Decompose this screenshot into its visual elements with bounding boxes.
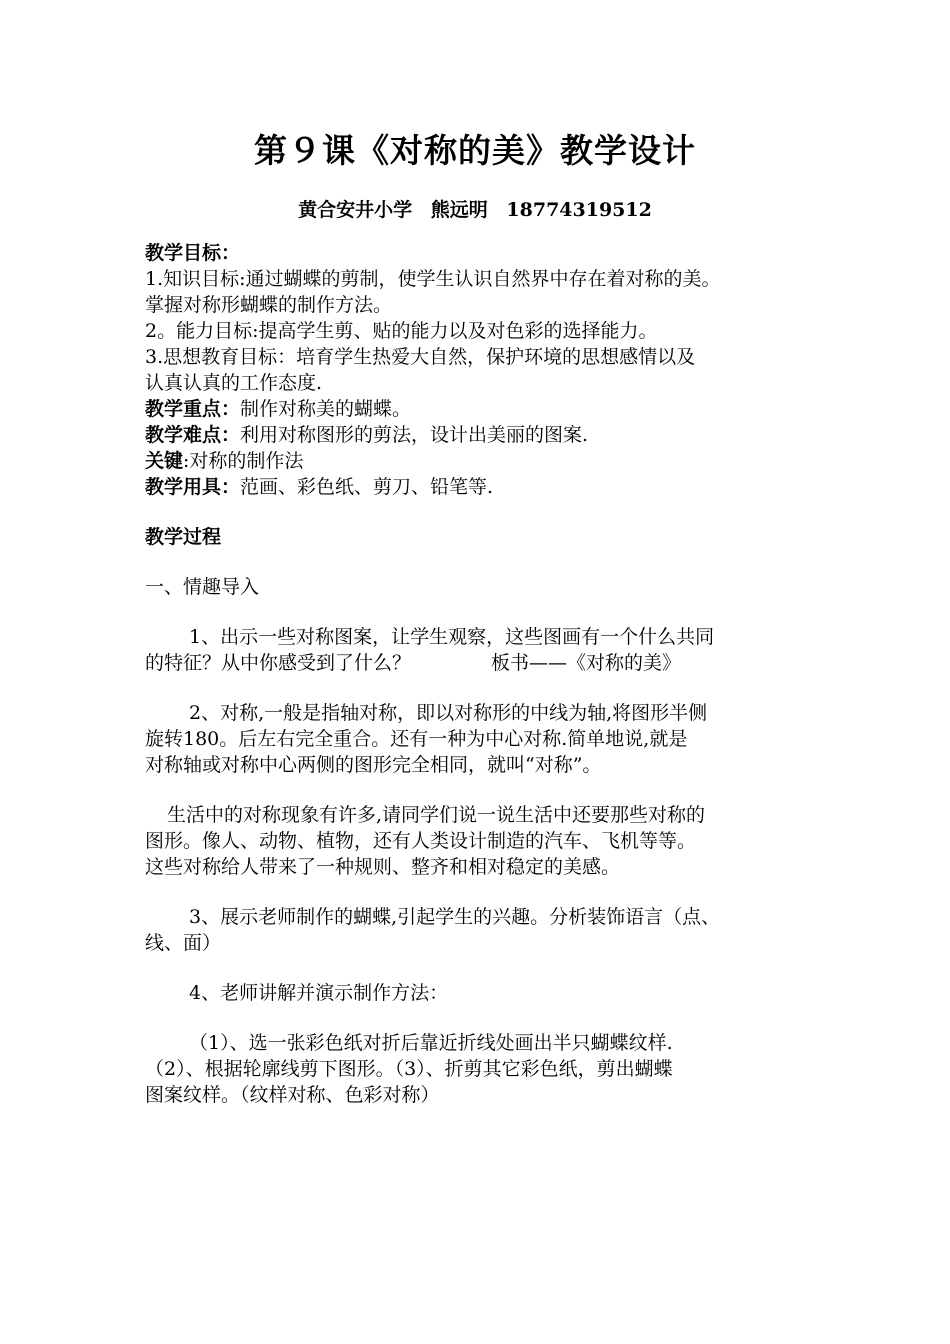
para6-line-3: 图案纹样。（纹样对称、色彩对称） bbox=[145, 1084, 440, 1106]
para4-line-1: 3、展示老师制作的蝴蝶,引起学生的兴趣。分析装饰语言（点、 bbox=[189, 906, 721, 928]
page-title: 第９课《对称的美》教学设计 bbox=[254, 131, 696, 170]
tools-label: 教学用具： bbox=[145, 476, 241, 498]
key-label: 关键 bbox=[145, 450, 184, 472]
para6-line-2: （2）、根据轮廓线剪下图形。（3）、折剪其它彩色纸，剪出蝴蝶 bbox=[145, 1058, 673, 1080]
para5-line-1: 4、老师讲解并演示制作方法： bbox=[189, 982, 449, 1004]
difficulty bbox=[145, 422, 825, 448]
objectives-line-1: 1.知识目标:通过蝴蝶的剪制，使学生认识自然界中存在着对称的美。 bbox=[145, 268, 721, 290]
author-school: 黄合安井小学 bbox=[298, 199, 413, 221]
key bbox=[145, 448, 825, 474]
document-body bbox=[145, 240, 825, 1108]
key-point bbox=[145, 396, 825, 422]
section1-heading: 一、情趣导入 bbox=[145, 576, 260, 598]
para2-line-2: 旋转180。后左右完全重合。还有一种为中心对称.简单地说,就是 bbox=[145, 728, 688, 750]
tools-text: 范画、彩色纸、剪刀、铅笔等. bbox=[240, 476, 494, 498]
para2-line-1: 2、对称,一般是指轴对称，即以对称形的中线为轴,将图形半侧 bbox=[189, 702, 708, 724]
tools bbox=[145, 474, 825, 500]
para2-line-3: 对称轴或对称中心两侧的图形完全相同，就叫“对称”。 bbox=[145, 754, 602, 776]
author-name: 熊远明 bbox=[430, 199, 488, 221]
para3-line-3: 这些对称给人带来了一种规则、整齐和相对稳定的美感。 bbox=[145, 856, 621, 878]
para1-line-2 bbox=[145, 650, 825, 676]
para1-board-note: 板书——《对称的美》 bbox=[491, 652, 682, 674]
para3-line-2: 图形。像人、动物、植物，还有人类设计制造的汽车、飞机等等。 bbox=[145, 830, 697, 852]
para3-line-1: 生活中的对称现象有许多,请同学们说一说生活中还要那些对称的 bbox=[167, 804, 706, 826]
objectives-line-2: 掌握对称形蝴蝶的制作方法。 bbox=[145, 294, 393, 316]
para1-line-2a: 的特征？从中你感受到了什么？ bbox=[145, 652, 412, 674]
objectives-line-3: 2。能力目标:提高学生剪、贴的能力以及对色彩的选择能力。 bbox=[145, 320, 658, 342]
objectives-line-5: 认真认真的工作态度. bbox=[145, 372, 323, 394]
para6-line-1: （1）、选一张彩色纸对折后靠近折线处画出半只蝴蝶纹样. bbox=[189, 1032, 673, 1054]
difficulty-label: 教学难点： bbox=[145, 424, 241, 446]
para1-line-1: 1、出示一些对称图案，让学生观察，这些图画有一个什么共同 bbox=[189, 626, 715, 648]
author-line bbox=[0, 196, 950, 224]
author-phone: 18774319512 bbox=[506, 199, 652, 221]
para4-line-2: 线、面） bbox=[145, 932, 222, 954]
process-heading: 教学过程 bbox=[145, 526, 222, 548]
key-point-label: 教学重点： bbox=[145, 398, 241, 420]
difficulty-text: 利用对称图形的剪法，设计出美丽的图案. bbox=[240, 424, 589, 446]
objectives-line-4: 3.思想教育目标：培育学生热爱大自然，保护环境的思想感情以及 bbox=[145, 346, 696, 368]
key-text: :对称的制作法 bbox=[183, 450, 304, 472]
key-point-text: 制作对称美的蝴蝶。 bbox=[240, 398, 412, 420]
objectives-heading: 教学目标： bbox=[145, 242, 241, 264]
